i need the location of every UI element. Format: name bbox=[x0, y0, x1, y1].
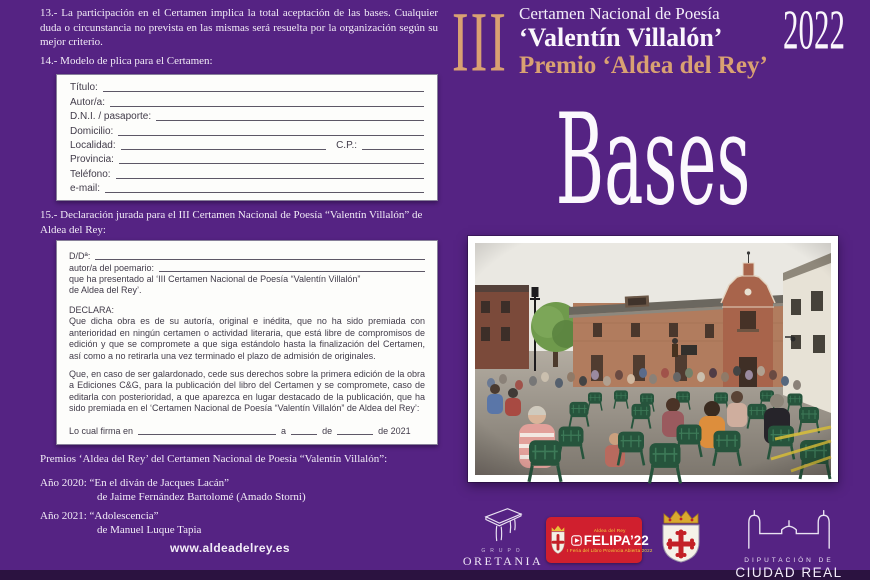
oretania-grupo-text: GRUPO bbox=[481, 548, 525, 554]
write-in-line bbox=[362, 147, 424, 150]
section-title-bases: Bases bbox=[555, 87, 751, 234]
write-in-line bbox=[138, 432, 276, 435]
contest-title-line2: ‘Valentín Villalón’ bbox=[519, 23, 723, 52]
sponsor-logo-oretania bbox=[460, 506, 546, 569]
edition-numeral: III bbox=[452, 0, 508, 90]
write-in-line bbox=[110, 104, 424, 107]
award-work: “En el diván de Jacques Lacán” bbox=[89, 477, 230, 489]
felipa-name-text: FELIPA’22 bbox=[583, 532, 649, 548]
award-author: de Manuel Luque Tapia bbox=[97, 524, 202, 537]
contest-title-line3: Premio ‘Aldea del Rey’ bbox=[519, 52, 768, 79]
field-label: Título: bbox=[70, 82, 98, 94]
award-work: “Adolescencia” bbox=[89, 510, 159, 522]
award-year: Año 2021: bbox=[40, 510, 87, 522]
sig-text: de bbox=[322, 425, 333, 436]
felipa-shield-icon bbox=[549, 523, 567, 557]
write-in-line bbox=[337, 432, 373, 435]
award-2020 bbox=[40, 476, 440, 505]
decl-name-row bbox=[69, 249, 425, 262]
plica-form-box bbox=[56, 74, 438, 201]
clause-13: 13.- La participación en el Certamen implica la total aceptación de las bases. Cualquier duda o circunstancia no prevista en las mismas será resuelta por la organización según su mejor criterio. bbox=[40, 7, 438, 49]
clause-14: 14.- Modelo de plica para el Certamen: bbox=[40, 55, 213, 67]
coat-of-arms-icon bbox=[650, 506, 712, 566]
felipa-name-line bbox=[567, 533, 653, 548]
plica-field-email bbox=[70, 181, 424, 195]
decl-paragraph-2: Que, en caso de ser galardonado, cede sus derechos sobre la primera edición de la obra a Ediciones C&G, para la publicación del libro del Certamen y se compromete, caso de editarla con posterioridad, a que aparezca en lugar destacado de la publicación, que ha sido premiada en el ‘Certamen Nacional de Poesía “Valentín Villalón” de Aldea del Rey’: bbox=[69, 368, 425, 414]
diputacion-line2: CIUDAD REAL bbox=[735, 565, 843, 580]
decl-declara-heading: DECLARA: bbox=[69, 304, 115, 315]
field-label: Teléfono: bbox=[70, 168, 111, 180]
plica-field-provincia bbox=[70, 152, 424, 166]
decl-work-row bbox=[69, 262, 425, 275]
dolmen-icon bbox=[480, 506, 526, 542]
field-label: Localidad: bbox=[70, 139, 116, 151]
sig-text: de 2021 bbox=[378, 425, 411, 436]
plica-field-autor bbox=[70, 94, 424, 108]
sig-text: Lo cual firma en bbox=[69, 425, 134, 436]
sig-text: a bbox=[281, 425, 287, 436]
contest-title-line1: Certamen Nacional de Poesía bbox=[519, 4, 720, 23]
field-label: Autor/a: bbox=[70, 96, 106, 108]
clause-15: 15.- Declaración jurada para el III Certamen Nacional de Poesía “Valentín Villalón” de Aldea del Rey: bbox=[40, 209, 423, 236]
field-label: e-mail: bbox=[70, 183, 101, 195]
field-label: D.N.I. / pasaporte: bbox=[70, 111, 152, 123]
contest-year: 2022 bbox=[783, 0, 845, 61]
sponsor-logo-felipa bbox=[546, 517, 653, 563]
write-in-line bbox=[118, 133, 424, 136]
contest-title-block bbox=[519, 4, 787, 80]
felipa-top-text: Aldea del Rey bbox=[593, 527, 626, 533]
field-label: Provincia: bbox=[70, 154, 114, 166]
cp-label: C.P.: bbox=[336, 139, 357, 151]
felipa-text-block bbox=[567, 528, 653, 553]
write-in-line bbox=[159, 269, 425, 272]
decl-signature-row bbox=[69, 424, 425, 437]
write-in-line bbox=[156, 118, 424, 121]
write-in-line bbox=[95, 257, 425, 260]
palace-outline-icon bbox=[737, 508, 841, 550]
write-in-line bbox=[119, 161, 424, 164]
event-photo bbox=[468, 236, 838, 482]
award-title-line bbox=[40, 476, 440, 490]
plica-field-dni bbox=[70, 109, 424, 123]
write-in-line bbox=[103, 89, 424, 92]
decl-presented-line1: que ha presentado al ‘III Certamen Nacional de Poesía “Valentín Villalón” bbox=[69, 274, 361, 284]
oretania-name-text: ORETANIA bbox=[462, 554, 544, 568]
felipa-bottom-text: I Feria del Libro Provincia Abierta 2022 bbox=[567, 547, 653, 553]
plica-field-localidad bbox=[70, 138, 424, 152]
award-2021 bbox=[40, 509, 440, 538]
plaza-scene-illustration bbox=[475, 243, 831, 475]
award-author: de Jaime Fernández Bartolomé (Amado Storni) bbox=[97, 491, 306, 504]
write-in-line bbox=[121, 147, 326, 150]
plica-field-titulo bbox=[70, 80, 424, 94]
write-in-line bbox=[291, 432, 317, 435]
sponsor-logo-aldea-del-rey-shield bbox=[650, 506, 712, 566]
website-link[interactable]: www.aldeadelrey.es bbox=[170, 541, 290, 555]
write-in-line bbox=[116, 176, 424, 179]
plica-field-telefono bbox=[70, 166, 424, 180]
decl-work-label: autor/a del poemario: bbox=[69, 263, 155, 273]
sponsor-logo-diputacion bbox=[724, 508, 854, 580]
write-in-line bbox=[105, 190, 424, 193]
decl-paragraph-1: Que dicha obra es de su autoría, original e inédita, que no ha sido premiada con anterioridad en ningún certamen o actividad literaria, que está libre de compromisos de edición y que se compromete a que siga estándolo hasta la finalización del Certamen, así como a no retirarla una vez terminado el plazo de admisión de originales. bbox=[69, 316, 425, 361]
awards-heading: Premios ‘Aldea del Rey’ del Certamen Nacional de Poesía “Valentín Villalón”: bbox=[40, 453, 388, 465]
field-label: Domicilio: bbox=[70, 125, 114, 137]
declaration-box bbox=[56, 240, 438, 445]
diputacion-line1: DIPUTACIÓN DE bbox=[744, 557, 834, 564]
award-title-line bbox=[40, 509, 440, 523]
decl-presented-line2: de Aldea del Rey’. bbox=[69, 285, 142, 296]
plica-field-domicilio bbox=[70, 123, 424, 137]
decl-name-label: D/Dª: bbox=[69, 250, 91, 261]
award-year: Año 2020: bbox=[40, 477, 87, 489]
book-play-icon bbox=[571, 535, 582, 546]
